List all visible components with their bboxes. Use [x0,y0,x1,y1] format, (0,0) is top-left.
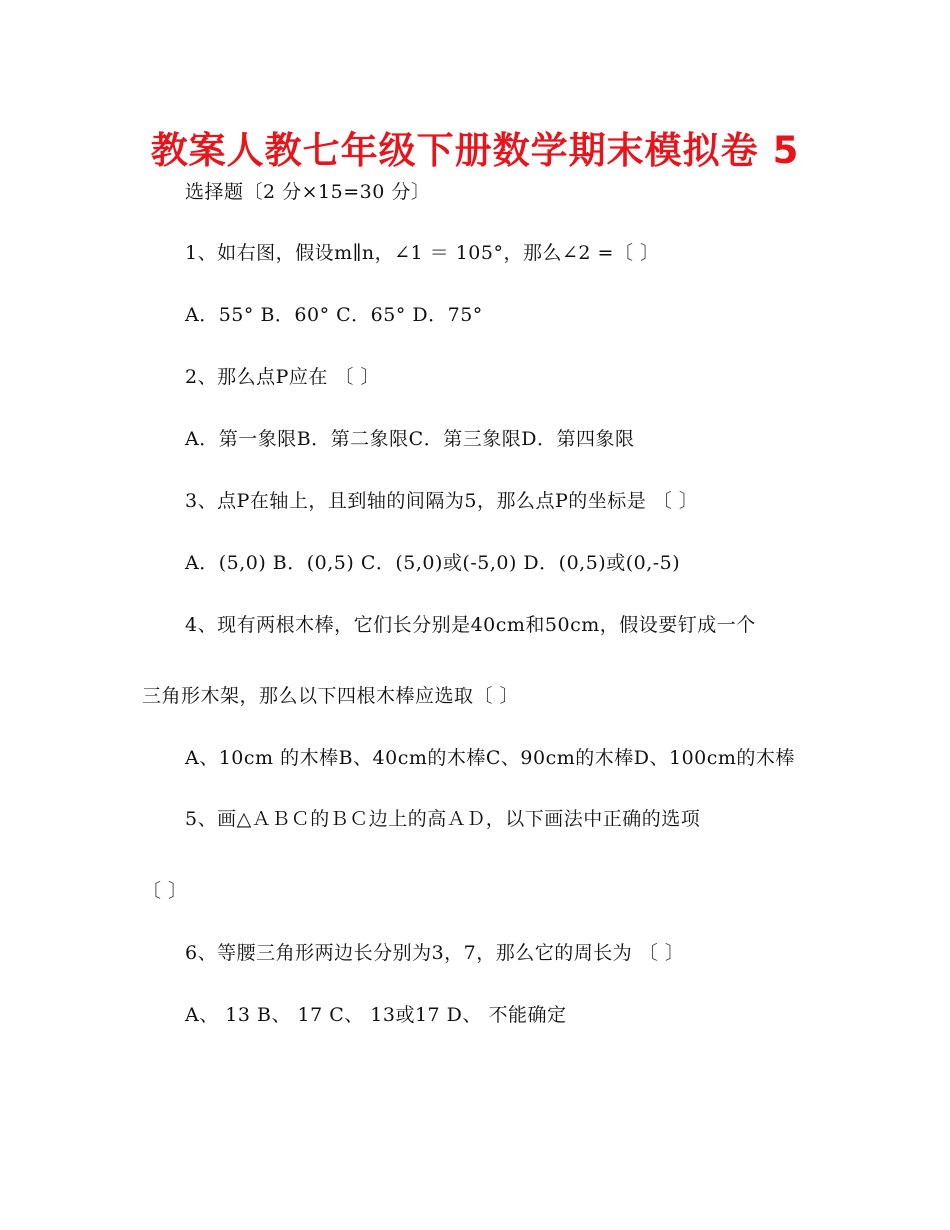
document-title: 教案人教七年级下册数学期末模拟卷 5 [150,129,800,172]
question-1-options: A．55° B．60° C．65° D．75° [185,304,483,326]
question-6-options: A、 13 B、 17 C、 13或17 D、 不能确定 [185,1004,567,1026]
question-5-continued: 〔 〕 [142,880,188,902]
question-2-options: A．第一象限B．第二象限C．第三象限D．第四象限 [185,428,635,450]
question-2: 2、那么点P应在 〔 〕 [185,366,380,388]
question-4-options: A、10cm 的木棒B、40cm的木棒C、90cm的木棒D、100cm的木棒 [185,747,795,769]
section-heading: 选择题〔2 分×15=30 分〕 [185,181,431,203]
question-5: 5、画△ＡＢＣ的ＢＣ边上的高ＡＤ，以下画法中正确的选项 [185,808,701,830]
question-4-continued: 三角形木架，那么以下四根木棒应选取〔 〕 [142,685,520,707]
question-4: 4、现有两根木棒，它们长分别是40cm和50cm，假设要钉成一个 [185,614,756,636]
question-3: 3、点P在轴上，且到轴的间隔为5，那么点P的坐标是 〔 〕 [185,490,699,512]
question-1: 1、如右图，假设m∥n，∠1 ＝ 105°，那么∠2 =〔 〕 [185,242,660,264]
question-6: 6、等腰三角形两边长分别为3，7，那么它的周长为 〔 〕 [185,942,685,964]
question-3-options: A．(5,0) B．(0,5) C．(5,0)或(-5,0) D．(0,5)或(0,-5) [185,552,681,574]
